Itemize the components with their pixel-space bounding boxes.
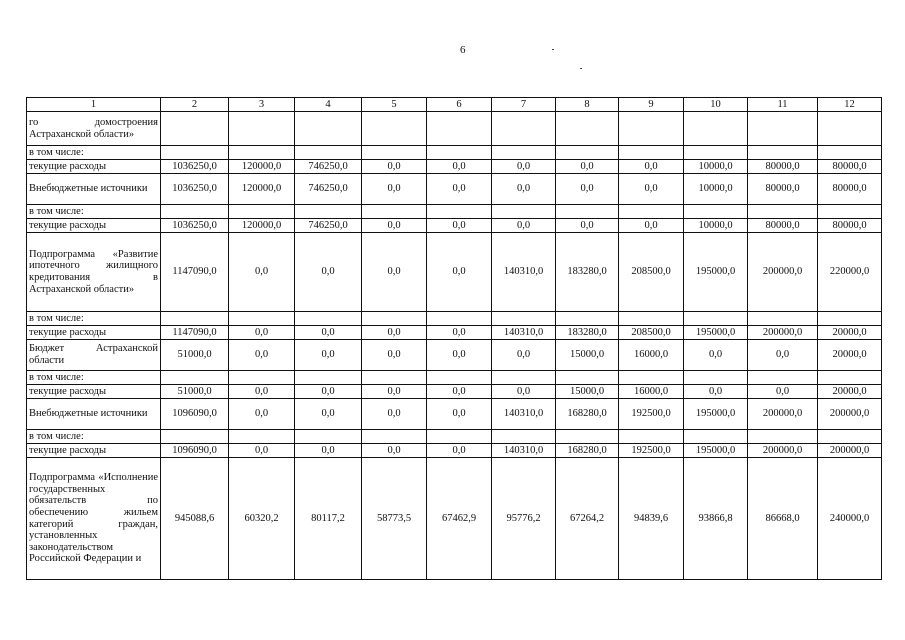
value-cell: 0,0: [229, 340, 295, 371]
value-cell: 746250,0: [295, 219, 362, 233]
value-cell: 1036250,0: [161, 219, 229, 233]
value-cell: 15000,0: [556, 340, 619, 371]
value-cell: 0,0: [427, 160, 492, 174]
column-header: 11: [748, 98, 818, 112]
value-cell: 120000,0: [229, 219, 295, 233]
value-cell: 0,0: [556, 219, 619, 233]
value-cell: 200000,0: [748, 326, 818, 340]
value-cell: 208500,0: [619, 326, 684, 340]
value-cell: 0,0: [295, 233, 362, 312]
value-cell: 67462,9: [427, 458, 492, 580]
value-cell: 240000,0: [818, 458, 882, 580]
value-cell: [492, 371, 556, 385]
value-cell: [818, 312, 882, 326]
column-header: 9: [619, 98, 684, 112]
value-cell: 0,0: [295, 326, 362, 340]
table-row: [27, 174, 882, 205]
value-cell: 1147090,0: [161, 326, 229, 340]
row-label: Внебюджетные источники: [27, 399, 161, 430]
value-cell: 0,0: [295, 444, 362, 458]
row-label: го домостроения Астраханской области»: [27, 112, 161, 146]
value-cell: [295, 371, 362, 385]
value-cell: 86668,0: [748, 458, 818, 580]
value-cell: 0,0: [362, 219, 427, 233]
page-number: 6: [460, 44, 466, 56]
value-cell: 195000,0: [684, 233, 748, 312]
value-cell: 51000,0: [161, 340, 229, 371]
value-cell: [619, 146, 684, 160]
value-cell: [229, 312, 295, 326]
value-cell: 60320,2: [229, 458, 295, 580]
table-row: [27, 219, 882, 233]
value-cell: 80000,0: [748, 160, 818, 174]
value-cell: 0,0: [427, 399, 492, 430]
value-cell: 0,0: [229, 444, 295, 458]
value-cell: 0,0: [362, 233, 427, 312]
value-cell: 0,0: [619, 219, 684, 233]
value-cell: [492, 146, 556, 160]
column-header: 8: [556, 98, 619, 112]
value-cell: 1036250,0: [161, 174, 229, 205]
value-cell: 746250,0: [295, 174, 362, 205]
value-cell: [492, 205, 556, 219]
column-header: 4: [295, 98, 362, 112]
value-cell: 0,0: [229, 326, 295, 340]
table-row: [27, 385, 882, 399]
value-cell: 0,0: [295, 340, 362, 371]
value-cell: 0,0: [556, 160, 619, 174]
table-row: [27, 340, 882, 371]
value-cell: [161, 371, 229, 385]
value-cell: 0,0: [229, 385, 295, 399]
value-cell: [556, 205, 619, 219]
value-cell: [556, 146, 619, 160]
value-cell: 0,0: [492, 160, 556, 174]
value-cell: 168280,0: [556, 444, 619, 458]
value-cell: 0,0: [362, 174, 427, 205]
value-cell: 10000,0: [684, 174, 748, 205]
value-cell: [619, 205, 684, 219]
column-header: 5: [362, 98, 427, 112]
value-cell: 10000,0: [684, 160, 748, 174]
value-cell: 200000,0: [818, 399, 882, 430]
value-cell: [362, 430, 427, 444]
table-row: [27, 326, 882, 340]
value-cell: 94839,6: [619, 458, 684, 580]
value-cell: 200000,0: [818, 444, 882, 458]
value-cell: [684, 146, 748, 160]
value-cell: 0,0: [619, 174, 684, 205]
value-cell: [748, 430, 818, 444]
value-cell: [492, 312, 556, 326]
value-cell: 10000,0: [684, 219, 748, 233]
value-cell: 0,0: [748, 340, 818, 371]
value-cell: 0,0: [684, 385, 748, 399]
value-cell: [818, 112, 882, 146]
value-cell: [748, 146, 818, 160]
value-cell: 80000,0: [818, 160, 882, 174]
value-cell: 20000,0: [818, 340, 882, 371]
value-cell: 0,0: [362, 340, 427, 371]
budget-table: [26, 97, 882, 580]
value-cell: 0,0: [362, 385, 427, 399]
column-header: 1: [27, 98, 161, 112]
value-cell: 0,0: [427, 219, 492, 233]
value-cell: 0,0: [556, 174, 619, 205]
value-cell: 746250,0: [295, 160, 362, 174]
row-label: Внебюджетные источники: [27, 174, 161, 205]
table-row: [27, 233, 882, 312]
value-cell: [556, 371, 619, 385]
value-cell: 0,0: [427, 385, 492, 399]
value-cell: 67264,2: [556, 458, 619, 580]
value-cell: [362, 371, 427, 385]
value-cell: [295, 205, 362, 219]
value-cell: 0,0: [295, 385, 362, 399]
value-cell: 0,0: [492, 219, 556, 233]
value-cell: [748, 112, 818, 146]
value-cell: 0,0: [427, 174, 492, 205]
table-row: [27, 399, 882, 430]
value-cell: 0,0: [295, 399, 362, 430]
value-cell: 195000,0: [684, 326, 748, 340]
value-cell: [362, 146, 427, 160]
value-cell: 51000,0: [161, 385, 229, 399]
value-cell: [427, 430, 492, 444]
value-cell: 0,0: [427, 340, 492, 371]
value-cell: [161, 205, 229, 219]
value-cell: 0,0: [492, 340, 556, 371]
value-cell: 0,0: [492, 385, 556, 399]
value-cell: 80117,2: [295, 458, 362, 580]
row-label: текущие расходы: [27, 326, 161, 340]
value-cell: [427, 312, 492, 326]
value-cell: [556, 430, 619, 444]
value-cell: [619, 112, 684, 146]
value-cell: [619, 371, 684, 385]
value-cell: [161, 146, 229, 160]
value-cell: [427, 112, 492, 146]
table-row: [27, 112, 882, 146]
value-cell: 183280,0: [556, 326, 619, 340]
value-cell: [295, 112, 362, 146]
value-cell: 0,0: [684, 340, 748, 371]
value-cell: 0,0: [362, 444, 427, 458]
value-cell: 120000,0: [229, 160, 295, 174]
scan-speck: [552, 49, 554, 50]
value-cell: [295, 146, 362, 160]
column-header: 10: [684, 98, 748, 112]
value-cell: [229, 430, 295, 444]
value-cell: [229, 205, 295, 219]
value-cell: [161, 430, 229, 444]
value-cell: [427, 205, 492, 219]
value-cell: [295, 430, 362, 444]
value-cell: 95776,2: [492, 458, 556, 580]
value-cell: 220000,0: [818, 233, 882, 312]
column-header: 12: [818, 98, 882, 112]
row-label: в том числе:: [27, 312, 161, 326]
value-cell: [427, 371, 492, 385]
table-row: [27, 458, 882, 580]
value-cell: [684, 205, 748, 219]
value-cell: 200000,0: [748, 444, 818, 458]
value-cell: 192500,0: [619, 444, 684, 458]
value-cell: 1147090,0: [161, 233, 229, 312]
value-cell: [229, 112, 295, 146]
value-cell: 80000,0: [818, 174, 882, 205]
value-cell: [492, 430, 556, 444]
value-cell: 80000,0: [818, 219, 882, 233]
value-cell: 0,0: [427, 326, 492, 340]
value-cell: 58773,5: [362, 458, 427, 580]
value-cell: 0,0: [362, 326, 427, 340]
table-row: [27, 312, 882, 326]
value-cell: 15000,0: [556, 385, 619, 399]
row-label: Бюджет Астраханской области: [27, 340, 161, 371]
value-cell: 0,0: [492, 174, 556, 205]
value-cell: 208500,0: [619, 233, 684, 312]
value-cell: 140310,0: [492, 233, 556, 312]
value-cell: 140310,0: [492, 326, 556, 340]
column-header: 6: [427, 98, 492, 112]
table-row: [27, 205, 882, 219]
table-row: [27, 160, 882, 174]
row-label: в том числе:: [27, 430, 161, 444]
value-cell: [818, 371, 882, 385]
value-cell: [684, 430, 748, 444]
value-cell: [556, 312, 619, 326]
value-cell: [362, 112, 427, 146]
value-cell: 0,0: [427, 233, 492, 312]
value-cell: [818, 430, 882, 444]
value-cell: 20000,0: [818, 385, 882, 399]
table-row: [27, 444, 882, 458]
row-label: текущие расходы: [27, 160, 161, 174]
value-cell: [619, 430, 684, 444]
value-cell: [619, 312, 684, 326]
row-label: Подпрограмма «Исполнение государственных обязательств по обеспечению жильем категорий граждан, установленных законодательством Российской Федерации и: [27, 458, 161, 580]
value-cell: [161, 312, 229, 326]
value-cell: [818, 205, 882, 219]
value-cell: [556, 112, 619, 146]
value-cell: 0,0: [362, 160, 427, 174]
value-cell: [684, 312, 748, 326]
value-cell: 0,0: [427, 444, 492, 458]
column-header: 3: [229, 98, 295, 112]
value-cell: [229, 146, 295, 160]
value-cell: [492, 112, 556, 146]
scan-speck: [580, 68, 582, 69]
value-cell: 140310,0: [492, 399, 556, 430]
value-cell: [748, 205, 818, 219]
table-row: [27, 146, 882, 160]
value-cell: [684, 112, 748, 146]
value-cell: 0,0: [748, 385, 818, 399]
value-cell: [362, 312, 427, 326]
value-cell: 93866,8: [684, 458, 748, 580]
column-header: 2: [161, 98, 229, 112]
table-row: [27, 430, 882, 444]
row-label: текущие расходы: [27, 385, 161, 399]
row-label: в том числе:: [27, 371, 161, 385]
value-cell: [229, 371, 295, 385]
row-label: в том числе:: [27, 205, 161, 219]
value-cell: 140310,0: [492, 444, 556, 458]
value-cell: 16000,0: [619, 340, 684, 371]
row-label: текущие расходы: [27, 444, 161, 458]
value-cell: 0,0: [229, 399, 295, 430]
row-label: текущие расходы: [27, 219, 161, 233]
value-cell: 120000,0: [229, 174, 295, 205]
value-cell: 1096090,0: [161, 399, 229, 430]
value-cell: 16000,0: [619, 385, 684, 399]
table-header-row: [27, 98, 882, 112]
value-cell: 168280,0: [556, 399, 619, 430]
value-cell: 195000,0: [684, 399, 748, 430]
value-cell: [818, 146, 882, 160]
value-cell: [684, 371, 748, 385]
column-header: 7: [492, 98, 556, 112]
value-cell: 192500,0: [619, 399, 684, 430]
value-cell: 80000,0: [748, 174, 818, 205]
value-cell: 0,0: [362, 399, 427, 430]
value-cell: [748, 371, 818, 385]
value-cell: 183280,0: [556, 233, 619, 312]
table-row: [27, 371, 882, 385]
value-cell: 0,0: [229, 233, 295, 312]
value-cell: [161, 112, 229, 146]
row-label: в том числе:: [27, 146, 161, 160]
value-cell: [295, 312, 362, 326]
value-cell: 1036250,0: [161, 160, 229, 174]
value-cell: 200000,0: [748, 399, 818, 430]
value-cell: 195000,0: [684, 444, 748, 458]
value-cell: 945088,6: [161, 458, 229, 580]
value-cell: [427, 146, 492, 160]
table-body: [27, 112, 882, 580]
value-cell: [748, 312, 818, 326]
value-cell: 0,0: [619, 160, 684, 174]
value-cell: 80000,0: [748, 219, 818, 233]
value-cell: 1096090,0: [161, 444, 229, 458]
value-cell: 20000,0: [818, 326, 882, 340]
value-cell: [362, 205, 427, 219]
value-cell: 200000,0: [748, 233, 818, 312]
row-label: Подпрограмма «Развитие ипотечного жилищного кредитования в Астраханской области»: [27, 233, 161, 312]
